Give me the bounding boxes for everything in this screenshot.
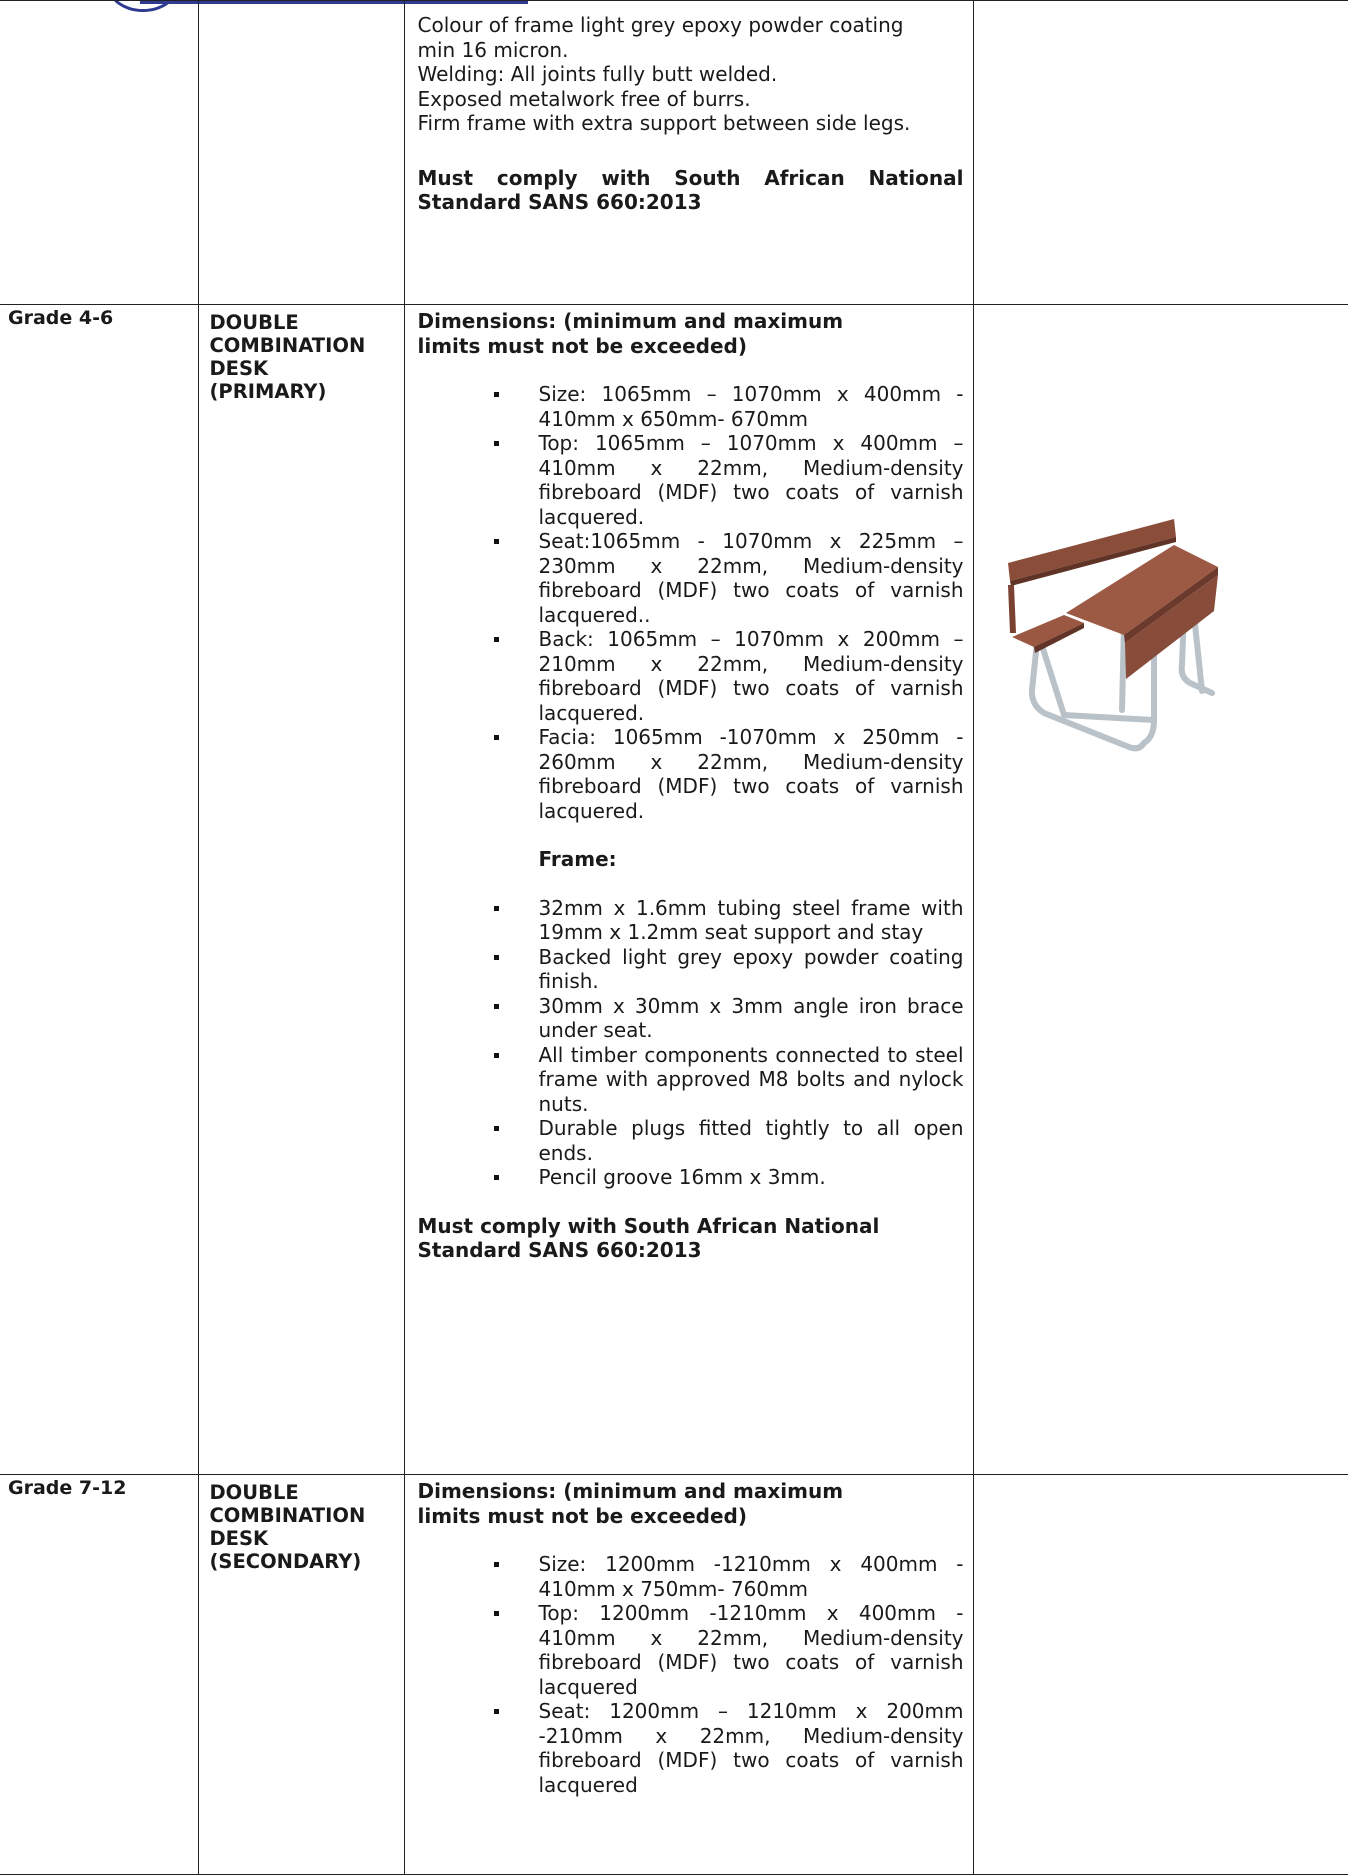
description-cell bbox=[404, 1, 973, 305]
frame-colour-line: Colour of frame light grey epoxy powder coating min 16 micron. bbox=[417, 13, 904, 62]
item-cell bbox=[198, 1475, 404, 1875]
list-item: Size: 1200mm -1210mm x 400mm - 410mm x 750mm- 760mm bbox=[538, 1552, 964, 1601]
grade-cell-empty bbox=[0, 1, 198, 305]
item-name-line: DESK bbox=[209, 1527, 269, 1550]
frame-list bbox=[418, 896, 964, 1190]
list-item: Seat:1065mm - 1070mm x 225mm – 230mm x 22mm, Medium-density fibreboard (MDF) two coats of varnish lacquered.. bbox=[538, 529, 964, 627]
grade-label: Grade 4-6 bbox=[8, 307, 114, 329]
image-cell bbox=[973, 305, 1348, 1475]
dimension-list bbox=[418, 1552, 964, 1797]
description-cell bbox=[404, 305, 973, 1475]
item-name-line: DESK bbox=[209, 357, 269, 380]
firm-frame-line: Firm frame with extra support between side legs. bbox=[417, 111, 911, 135]
list-item: Top: 1065mm – 1070mm x 400mm – 410mm x 22mm, Medium-density fibreboard (MDF) two coats of varnish lacquered. bbox=[538, 431, 964, 529]
list-item: Facia: 1065mm -1070mm x 250mm - 260mm x 22mm, Medium-density fibreboard (MDF) two coats of varnish lacquered. bbox=[538, 725, 964, 823]
table-row-continuation bbox=[0, 1, 1348, 305]
grade-cell bbox=[0, 305, 198, 1475]
grade-label: Grade 7-12 bbox=[8, 1477, 127, 1499]
item-name-line: DOUBLE bbox=[209, 1481, 299, 1504]
image-cell-empty bbox=[973, 1475, 1348, 1875]
compliance-statement: Must comply with South African National Standard SANS 660:2013 bbox=[417, 1213, 880, 1262]
item-name-line: COMBINATION bbox=[209, 334, 366, 357]
list-item: Size: 1065mm – 1070mm x 400mm - 410mm x 650mm- 670mm bbox=[538, 382, 964, 431]
dimensions-heading: Dimensions: (minimum and maximum limits must not be exceeded) bbox=[417, 309, 844, 358]
compliance-statement: Must comply with South African National Standard SANS 660:2013 bbox=[417, 165, 964, 214]
welding-line: Welding: All joints fully butt welded. bbox=[417, 62, 778, 86]
item-name-line: (SECONDARY) bbox=[209, 1550, 362, 1573]
item-name-line: (PRIMARY) bbox=[209, 380, 327, 403]
metalwork-line: Exposed metalwork free of burrs. bbox=[417, 86, 751, 111]
grade-cell bbox=[0, 1475, 198, 1875]
item-name-line: DOUBLE bbox=[209, 311, 299, 334]
list-item: Seat: 1200mm – 1210mm x 200mm -210mm x 22mm, Medium-density fibreboard (MDF) two coats of varnish lacquered bbox=[538, 1699, 964, 1797]
item-name-line: COMBINATION bbox=[209, 1504, 366, 1527]
dimension-list bbox=[418, 382, 964, 823]
list-item: Back: 1065mm – 1070mm x 200mm – 210mm x 22mm, Medium-density fibreboard (MDF) two coats of varnish lacquered. bbox=[538, 627, 964, 725]
list-item: Backed light grey epoxy powder coating finish. bbox=[538, 944, 964, 993]
table-row-secondary-desk bbox=[0, 1475, 1348, 1875]
list-item: 30mm x 30mm x 3mm angle iron brace under seat. bbox=[538, 993, 964, 1042]
item-cell bbox=[198, 305, 404, 1475]
description-cell bbox=[404, 1475, 973, 1875]
dimensions-heading: Dimensions: (minimum and maximum limits must not be exceeded) bbox=[417, 1479, 844, 1528]
item-cell-empty bbox=[198, 1, 404, 305]
frame-heading: Frame: bbox=[538, 847, 617, 871]
list-item: 32mm x 1.6mm tubing steel frame with 19mm x 1.2mm seat support and stay bbox=[538, 895, 964, 944]
list-item: Pencil groove 16mm x 3mm. bbox=[539, 1165, 964, 1190]
list-item: Durable plugs fitted tightly to all open ends. bbox=[538, 1116, 964, 1165]
table-row-primary-desk bbox=[0, 305, 1348, 1475]
list-item: Top: 1200mm -1210mm x 400mm - 410mm x 22mm, Medium-density fibreboard (MDF) two coats of varnish lacquered bbox=[538, 1601, 964, 1699]
desk-photo bbox=[1004, 515, 1219, 755]
list-item: All timber components connected to steel frame with approved M8 bolts and nylock nuts. bbox=[538, 1042, 964, 1116]
image-cell-empty bbox=[973, 1, 1348, 305]
